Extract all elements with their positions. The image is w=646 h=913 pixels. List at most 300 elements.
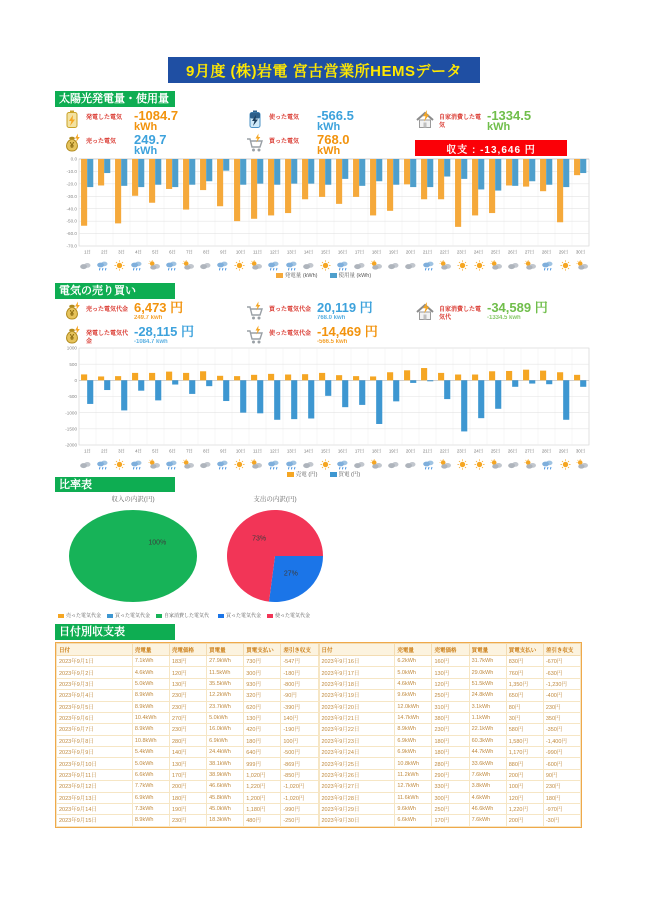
table-cell: 620円 — [244, 701, 281, 712]
stat-value: -28,115 円 — [134, 324, 194, 339]
section-header-solar: 太陽光発電量・使用量 — [55, 91, 175, 107]
x-tick-label: 9日 — [220, 448, 227, 454]
x-tick-label: 18日 — [371, 249, 382, 255]
x-tick-label: 10日 — [235, 249, 246, 255]
y-tick-label: -40.0 — [66, 206, 77, 212]
weather-partly-icon — [148, 258, 161, 269]
column-header: 日付 — [319, 644, 395, 656]
page-title: 9月度 (株)岩電 宮古営業所HEMSデータ — [168, 57, 480, 83]
weather-sun-icon — [456, 258, 469, 269]
table-cell: 23.7kWh — [207, 701, 244, 712]
svg-text:¥: ¥ — [69, 333, 75, 342]
weather-partly-icon — [490, 258, 503, 269]
table-cell: 2023年9月22日 — [319, 724, 395, 735]
stat-value: 768.0 — [317, 132, 350, 147]
table-cell: 11.2kWh — [395, 769, 432, 780]
bar — [138, 380, 144, 390]
column-header: 売電量 — [132, 644, 169, 656]
table-cell: 18.3kWh — [207, 815, 244, 826]
table-cell: 650円 — [506, 690, 543, 701]
column-header: 売電量 — [395, 644, 432, 656]
table-row — [57, 712, 319, 723]
stat-value-block — [317, 325, 378, 345]
table-cell: 170円 — [169, 769, 206, 780]
table-cell: 200円 — [169, 781, 206, 792]
table-row — [57, 769, 319, 780]
bar — [87, 159, 93, 187]
legend-label: 買った電気代金 — [115, 613, 151, 619]
table-row — [319, 724, 581, 735]
table-row — [319, 781, 581, 792]
x-tick-label: 15日 — [320, 249, 331, 255]
bar — [98, 159, 104, 185]
table-cell: 180円 — [432, 747, 469, 758]
daily-table-left — [56, 643, 319, 827]
bar — [268, 159, 274, 215]
x-tick-label: 25日 — [490, 249, 501, 255]
weather-cloud-icon — [79, 457, 92, 468]
weather-partly-icon — [490, 457, 503, 468]
table-row — [57, 701, 319, 712]
table-cell: 2023年9月6日 — [57, 712, 133, 723]
legend-item — [276, 271, 318, 279]
weather-cloud-icon — [79, 258, 92, 269]
table-cell: 1,220円 — [244, 781, 281, 792]
table-cell: 320円 — [244, 690, 281, 701]
money-bag-icon — [62, 133, 82, 158]
table-cell: -600円 — [543, 758, 580, 769]
bar — [540, 159, 546, 191]
stat-label: 買った電気代金 — [269, 307, 312, 313]
bar — [353, 376, 359, 380]
bar — [472, 159, 478, 215]
bar — [183, 373, 189, 380]
stat-sub-value: -1334.5 kwh — [487, 315, 521, 322]
section-header-trade: 電気の売り買い — [55, 283, 175, 299]
x-tick-label: 21日 — [422, 249, 433, 255]
bar — [563, 380, 569, 419]
bar — [359, 380, 365, 405]
weather-rain-icon — [216, 457, 229, 468]
legend-item — [267, 612, 310, 619]
column-header: 売電価格 — [169, 644, 206, 656]
table-cell: 200円 — [506, 769, 543, 780]
pie-title: 支出の内訳(円) — [253, 496, 297, 503]
weather-sun-icon — [456, 457, 469, 468]
x-tick-label: 6日 — [169, 249, 176, 255]
table-row — [319, 656, 581, 667]
x-tick-label: 19日 — [388, 249, 399, 255]
bar — [121, 380, 127, 410]
table-cell: 7.6kWh — [469, 769, 506, 780]
bar — [376, 159, 382, 181]
table-cell: 180円 — [543, 792, 580, 803]
expense-pie-legend — [218, 612, 310, 619]
weather-cloud-icon — [387, 457, 400, 468]
column-header: 差引き収支 — [543, 644, 580, 656]
table-cell: 880円 — [506, 758, 543, 769]
bar — [200, 371, 206, 380]
x-tick-label: 6日 — [169, 448, 176, 454]
weather-partly-icon — [439, 258, 452, 269]
stat-value: 249.7 — [134, 132, 167, 147]
table-cell: 580円 — [506, 724, 543, 735]
x-tick-label: 4日 — [135, 448, 142, 454]
column-header: 買電量 — [207, 644, 244, 656]
weather-sun-icon — [233, 457, 246, 468]
table-cell: 14.7kWh — [395, 712, 432, 723]
x-tick-label: 8日 — [203, 448, 210, 454]
table-cell: 7.7kWh — [132, 781, 169, 792]
bar — [104, 380, 110, 390]
legend-swatch — [107, 614, 113, 618]
weather-rain-icon — [541, 457, 554, 468]
legend-label: 使用量 (kWh) — [338, 273, 372, 279]
y-tick-label: -30.0 — [66, 193, 77, 199]
table-cell: 120円 — [169, 667, 206, 678]
x-tick-label: 26日 — [507, 448, 518, 454]
table-cell: 2023年9月8日 — [57, 735, 133, 746]
table-cell: -250円 — [281, 815, 318, 826]
bar — [257, 380, 263, 413]
weather-cloud-icon — [199, 457, 212, 468]
bar — [438, 373, 444, 380]
solar-chart-legend — [55, 271, 592, 279]
table-cell: 230円 — [169, 690, 206, 701]
table-cell: 140円 — [281, 712, 318, 723]
bar — [529, 159, 535, 181]
weather-rain-icon — [165, 457, 178, 468]
legend-swatch — [156, 614, 162, 618]
y-tick-label: -2000 — [65, 442, 77, 448]
x-tick-label: 11日 — [253, 249, 262, 255]
stat-solar-1 — [245, 109, 423, 134]
table-cell: 2023年9月23日 — [319, 735, 395, 746]
bar — [404, 370, 410, 380]
bar — [359, 159, 365, 186]
weather-partly-icon — [148, 457, 161, 468]
weather-rain-icon — [422, 457, 435, 468]
table-cell: 250円 — [432, 803, 469, 814]
table-row — [319, 678, 581, 689]
x-tick-label: 24日 — [473, 249, 484, 255]
weather-cloud-icon — [199, 258, 212, 269]
bar — [217, 159, 223, 206]
table-cell: 5.4kWh — [132, 747, 169, 758]
table-cell: -1,230円 — [543, 678, 580, 689]
weather-row-trade — [79, 457, 589, 468]
bar — [138, 159, 144, 187]
table-cell: 1.1kWh — [469, 712, 506, 723]
x-tick-label: 25日 — [490, 448, 501, 454]
table-cell: 230円 — [169, 724, 206, 735]
x-tick-label: 22日 — [439, 448, 450, 454]
table-cell: 2023年9月25日 — [319, 758, 395, 769]
weather-partly-icon — [370, 258, 383, 269]
table-cell: 2023年9月27日 — [319, 781, 395, 792]
bar — [200, 159, 206, 190]
x-tick-label: 13日 — [286, 249, 297, 255]
table-cell: 2023年9月11日 — [57, 769, 133, 780]
cart-icon — [245, 133, 265, 158]
y-tick-label: 1000 — [66, 345, 77, 351]
stat-sub-value: -566.5 kwh — [317, 339, 348, 346]
table-cell: 10.4kWh — [132, 712, 169, 723]
x-tick-label: 1日 — [84, 448, 91, 454]
table-cell: -390円 — [281, 701, 318, 712]
table-cell: 270円 — [169, 712, 206, 723]
stat-label: 自家消費した電気代 — [439, 307, 482, 321]
table-cell: 45.0kWh — [207, 803, 244, 814]
x-tick-label: 14日 — [303, 249, 314, 255]
x-tick-label: 27日 — [524, 249, 535, 255]
y-tick-label: 0 — [74, 377, 77, 383]
bar — [251, 375, 257, 380]
table-cell: 46.6kWh — [469, 803, 506, 814]
bar — [302, 159, 308, 199]
bar — [285, 375, 291, 381]
table-cell: 5.0kWh — [132, 678, 169, 689]
bar — [223, 380, 229, 401]
weather-rain-icon — [96, 258, 109, 269]
daily-balance-table — [55, 642, 582, 828]
weather-cloud-icon — [404, 457, 417, 468]
table-cell: 2023年9月30日 — [319, 815, 395, 826]
income-pie-chart — [48, 492, 218, 610]
stat-sub-value: 249.7 kwh — [134, 315, 163, 322]
table-cell: 8.9kWh — [132, 701, 169, 712]
table-cell: 250円 — [432, 690, 469, 701]
table-cell: 10.8kWh — [132, 735, 169, 746]
table-cell: 12.0kWh — [395, 701, 432, 712]
table-cell: 2023年9月19日 — [319, 690, 395, 701]
table-cell: 3.1kWh — [469, 701, 506, 712]
table-cell: 1,200円 — [244, 792, 281, 803]
bar — [206, 380, 212, 386]
bar — [319, 159, 325, 197]
bar — [478, 159, 484, 189]
table-cell: 46.6kWh — [207, 781, 244, 792]
table-header-row — [319, 644, 581, 656]
x-tick-label: 17日 — [354, 249, 365, 255]
x-tick-label: 26日 — [507, 249, 518, 255]
y-tick-label: -500 — [67, 394, 77, 400]
stat-label: 使った電気 — [269, 115, 300, 121]
table-cell: 480円 — [244, 815, 281, 826]
bar — [291, 380, 297, 419]
x-tick-label: 18日 — [371, 448, 382, 454]
table-cell: -1,400円 — [543, 735, 580, 746]
weather-cloud-icon — [353, 457, 366, 468]
table-cell: 2023年9月4日 — [57, 690, 133, 701]
bar — [223, 159, 229, 171]
weather-row-solar — [79, 258, 589, 269]
table-cell: 4.6kWh — [132, 667, 169, 678]
balance-badge: 収支 : -13,646 円 — [415, 140, 567, 156]
table-cell: 12.2kWh — [207, 690, 244, 701]
bar — [336, 375, 342, 380]
table-row — [319, 735, 581, 746]
table-cell: 180円 — [169, 792, 206, 803]
legend-label: 買電 (円) — [338, 472, 361, 478]
weather-cloud-icon — [387, 258, 400, 269]
stat-sub-value: 768.0 kwh — [317, 315, 346, 322]
legend-swatch — [218, 614, 224, 618]
bar — [81, 374, 87, 380]
bar — [240, 380, 246, 412]
table-row — [57, 735, 319, 746]
table-row — [57, 656, 319, 667]
legend-item — [330, 470, 361, 478]
x-tick-label: 23日 — [456, 249, 467, 255]
bar — [274, 159, 280, 185]
x-tick-label: 30日 — [575, 249, 586, 255]
table-cell: 140円 — [169, 747, 206, 758]
bar — [302, 374, 308, 380]
table-cell: 2023年9月17日 — [319, 667, 395, 678]
weather-cloud-icon — [302, 457, 315, 468]
table-row — [57, 803, 319, 814]
weather-sun-icon — [473, 258, 486, 269]
stat-value-block — [487, 301, 548, 321]
bar — [370, 159, 376, 215]
table-cell: 100円 — [506, 781, 543, 792]
x-tick-label: 7日 — [186, 448, 193, 454]
table-cell: 2023年9月2日 — [57, 667, 133, 678]
table-cell: -800円 — [281, 678, 318, 689]
table-row — [319, 803, 581, 814]
bar — [512, 380, 518, 386]
table-cell: -869円 — [281, 758, 318, 769]
table-cell: -970円 — [543, 803, 580, 814]
table-cell: 230円 — [432, 724, 469, 735]
section-header-daily: 日付別収支表 — [55, 624, 175, 640]
bar — [240, 159, 246, 185]
table-cell: 1,350円 — [506, 678, 543, 689]
stat-trade-2 — [415, 301, 593, 326]
weather-rain-icon — [96, 457, 109, 468]
bar — [132, 159, 138, 196]
cart-icon — [245, 301, 265, 326]
legend-swatch — [58, 614, 64, 618]
legend-label: 発電量 (kWh) — [284, 273, 318, 279]
table-cell: -990円 — [281, 803, 318, 814]
table-cell: 38.9kWh — [207, 769, 244, 780]
weather-cloud-icon — [507, 258, 520, 269]
table-cell: 2023年9月28日 — [319, 792, 395, 803]
table-cell: 280円 — [169, 735, 206, 746]
table-cell: -630円 — [543, 667, 580, 678]
bar — [563, 159, 569, 187]
table-cell: 9.6kWh — [395, 803, 432, 814]
bar — [189, 380, 195, 394]
x-tick-label: 27日 — [524, 448, 535, 454]
table-cell: 290円 — [432, 769, 469, 780]
house-energy-icon — [415, 301, 435, 326]
weather-partly-icon — [250, 457, 263, 468]
x-tick-label: 15日 — [320, 448, 331, 454]
bar — [336, 159, 342, 204]
table-cell: 100円 — [281, 735, 318, 746]
bar — [393, 159, 399, 185]
stat-sub-value: -1084.7 kwh — [134, 339, 168, 346]
y-tick-label: -70.0 — [66, 243, 77, 249]
table-cell: 200円 — [506, 815, 543, 826]
table-cell: 2023年9月13日 — [57, 792, 133, 803]
bar — [342, 159, 348, 179]
x-tick-label: 29日 — [558, 448, 569, 454]
legend-swatch — [330, 273, 337, 278]
table-cell: 1,170円 — [506, 747, 543, 758]
table-cell: 170円 — [432, 815, 469, 826]
table-cell: 160円 — [432, 656, 469, 667]
weather-partly-icon — [576, 457, 589, 468]
weather-partly-icon — [524, 457, 537, 468]
table-row — [319, 815, 581, 826]
table-cell: -90円 — [281, 690, 318, 701]
bar — [489, 159, 495, 213]
stat-value: -14,469 円 — [317, 324, 378, 339]
stat-value: 6,473 円 — [134, 300, 184, 315]
svg-text:¥: ¥ — [69, 141, 75, 150]
solar-daily-bar-chart — [55, 156, 592, 256]
x-tick-label: 4日 — [135, 249, 142, 255]
weather-rain-icon — [267, 457, 280, 468]
table-cell: 9.6kWh — [395, 690, 432, 701]
stat-value: -1084.7 — [134, 108, 179, 123]
table-cell: 24.8kWh — [469, 690, 506, 701]
table-cell: 3.8kWh — [469, 781, 506, 792]
table-cell: 2023年9月10日 — [57, 758, 133, 769]
bar — [421, 159, 427, 199]
table-cell: 2023年9月1日 — [57, 656, 133, 667]
stat-unit: kWh — [317, 145, 341, 158]
table-cell: 2023年9月29日 — [319, 803, 395, 814]
bar — [393, 380, 399, 401]
table-cell: 190円 — [169, 803, 206, 814]
stat-value: -34,589 円 — [487, 300, 548, 315]
table-cell: -190円 — [281, 724, 318, 735]
table-cell: 2023年9月21日 — [319, 712, 395, 723]
weather-sun-icon — [113, 258, 126, 269]
stat-trade-0 — [62, 301, 240, 326]
bar — [529, 380, 535, 383]
x-tick-label: 3日 — [118, 249, 125, 255]
table-cell: 230円 — [543, 701, 580, 712]
table-cell: 830円 — [506, 656, 543, 667]
stat-label: 発電した電気 — [86, 115, 123, 121]
bar — [274, 380, 280, 419]
stat-value-block — [134, 301, 183, 321]
bar — [217, 376, 223, 381]
stat-label: 自家消費した電気 — [439, 115, 482, 129]
weather-cloud-icon — [302, 258, 315, 269]
x-tick-label: 2日 — [101, 249, 108, 255]
bar — [421, 368, 427, 380]
table-cell: 7.3kWh — [132, 803, 169, 814]
table-cell: -500円 — [281, 747, 318, 758]
x-tick-label: 28日 — [541, 249, 552, 255]
bar — [325, 159, 331, 185]
x-tick-label: 12日 — [269, 448, 280, 454]
bar — [495, 380, 501, 408]
table-cell: 130円 — [244, 712, 281, 723]
table-cell: 2023年9月20日 — [319, 701, 395, 712]
bar — [557, 372, 563, 380]
table-cell: 24.4kWh — [207, 747, 244, 758]
weather-partly-icon — [524, 258, 537, 269]
table-row — [319, 667, 581, 678]
